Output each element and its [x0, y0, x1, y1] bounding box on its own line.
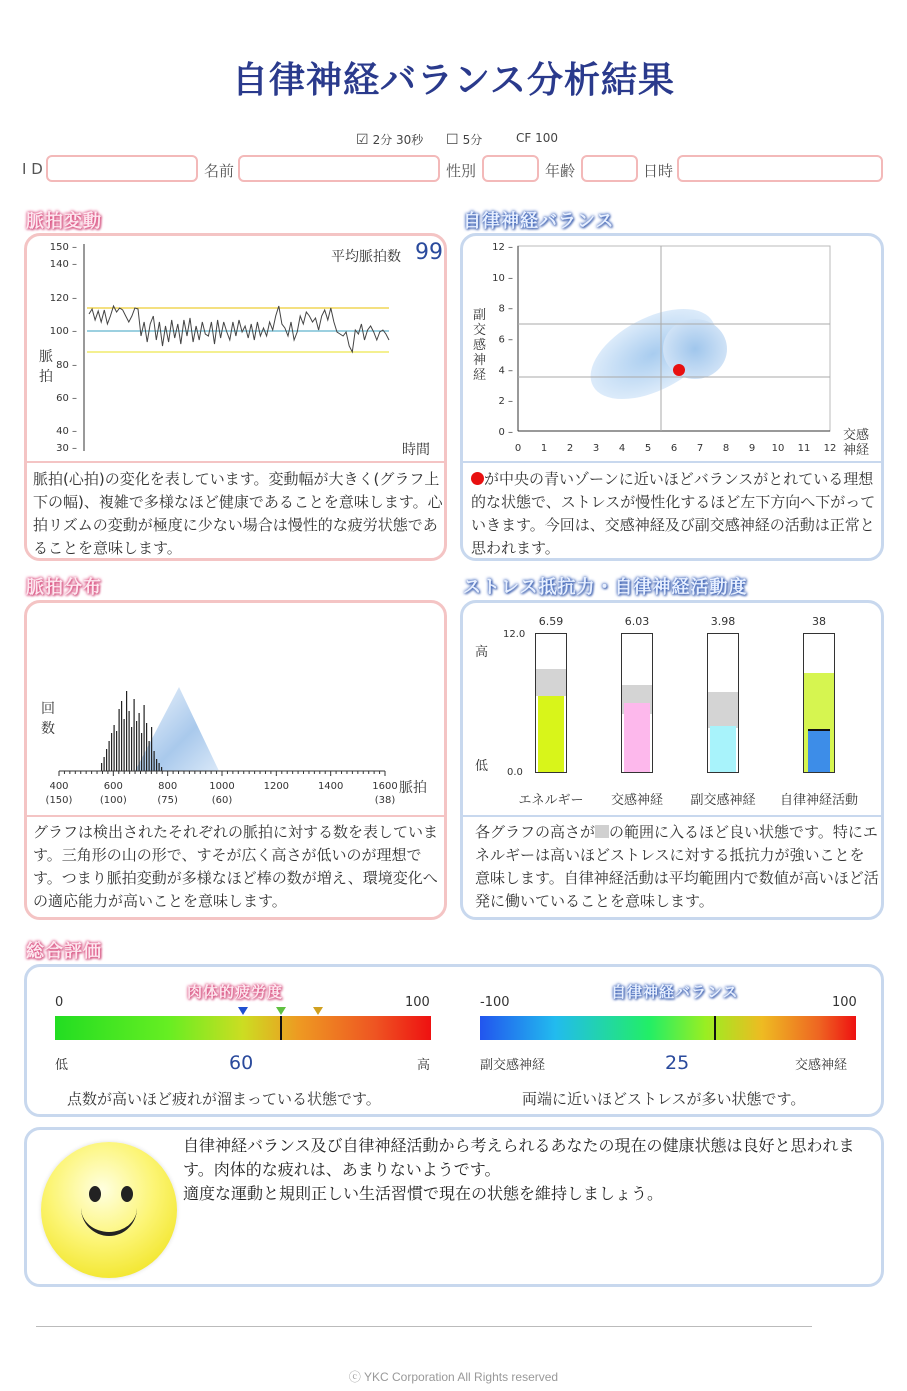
age-field[interactable] — [581, 155, 638, 182]
id-field[interactable] — [46, 155, 198, 182]
fatigue-min: 0 — [55, 995, 64, 1010]
section-title-pulse-variation: 脈拍変動 — [26, 211, 102, 232]
option-2min30-label: 2分 30秒 — [372, 133, 424, 147]
stress-bar-0 — [535, 633, 567, 773]
marker-yellow-icon — [313, 1007, 323, 1015]
histogram-bar — [144, 705, 145, 771]
balance-max: 100 — [832, 995, 857, 1010]
summary-line-1: 自律神経バランス及び自律神経活動から考えられるあなたの現在の健康状態は良好と思われます。肉体的な疲れは、あまりないようです。 — [183, 1136, 855, 1179]
balance-y-tick: 0 – — [498, 427, 513, 438]
histogram-bar — [109, 741, 110, 771]
balance-min: -100 — [480, 995, 510, 1010]
pulse-y-tick: 120 – — [49, 293, 77, 304]
stress-bar-1 — [621, 633, 653, 773]
dist-x-subtick: (100) — [99, 795, 127, 806]
balance-y-label: 副 交 感 神 経 — [473, 308, 487, 383]
red-dot-icon — [471, 472, 484, 485]
fatigue-high-label: 高 — [417, 1058, 431, 1073]
balance-bar — [480, 1016, 856, 1040]
balance-ideal-zone — [663, 319, 727, 379]
balance-x-tick: 7 — [696, 443, 704, 454]
fatigue-title: 肉体的疲労度 — [187, 983, 284, 1001]
stress-bar-label: エネルギー — [518, 793, 584, 808]
balance-value: 25 — [665, 1052, 690, 1074]
smiley-face-icon — [41, 1142, 177, 1278]
balance-right-label: 交感神経 — [795, 1058, 848, 1073]
dist-x-tick: 1000 — [209, 781, 235, 792]
balance-x-tick: 10 — [771, 443, 785, 454]
histogram-bar — [114, 725, 115, 771]
histogram-bar — [116, 731, 117, 771]
pulse-y-tick: 140 – — [49, 259, 77, 270]
dist-x-tick: 800 — [158, 781, 178, 792]
balance-x-tick: 6 — [670, 443, 678, 454]
balance-x-tick: 12 — [823, 443, 837, 454]
pulse-y-tick: 100 – — [49, 326, 77, 337]
age-label: 年齢 — [545, 162, 576, 180]
footer-divider — [36, 1326, 812, 1327]
pulse-y-tick: 40 – — [56, 426, 77, 437]
checkbox-unchecked-icon[interactable]: ☐ — [446, 131, 459, 148]
panel-summary — [24, 1127, 884, 1287]
histogram-bar — [156, 759, 157, 771]
stress-bar-2 — [707, 633, 739, 773]
footer-copyright: ⓒ YKC Corporation All Rights reserved — [348, 1370, 559, 1384]
pulse-distribution-chart — [27, 603, 444, 815]
ideal-distribution-triangle — [135, 687, 219, 771]
stress-high-label: 高 — [475, 645, 489, 660]
name-label: 名前 — [204, 162, 235, 180]
date-label: 日時 — [643, 162, 674, 180]
pulse-x-label: 時間 — [402, 442, 430, 458]
pulse-y-label-2: 拍 — [39, 369, 53, 385]
histogram-bar — [126, 691, 127, 771]
dist-x-subtick: (75) — [157, 795, 178, 806]
pulse-y-tick: 30 – — [56, 443, 77, 454]
fatigue-low-label: 低 — [55, 1058, 69, 1073]
fatigue-max: 100 — [405, 995, 430, 1010]
dist-x-tick: 1400 — [317, 781, 344, 792]
page-title: 自律神経バランス分析結果 — [232, 60, 675, 101]
stress-y-max: 12.0 — [503, 629, 526, 640]
histogram-bar — [141, 733, 142, 771]
histogram-bar — [161, 767, 162, 771]
overall-balance-title: 自律神経バランス — [611, 983, 739, 1001]
summary-line-2: 適度な運動と規則正しい生活習慣で現在の状態を維持しましょう。 — [183, 1184, 664, 1203]
fatigue-value: 60 — [229, 1052, 254, 1074]
date-field[interactable] — [677, 155, 883, 182]
balance-y-tick: 10 – — [492, 272, 513, 284]
balance-description: が中央の青いゾーンに近いほどバランスがとれている理想的な状態で、ストレスが慢性化するほど左下方向へ下がっていきます。今回は、交感神経及び副交感神経の活動は正常と思われます。 — [471, 470, 876, 557]
histogram-bar — [119, 709, 120, 771]
option-5min-label: 5分 — [462, 133, 483, 147]
histogram-bar — [139, 713, 140, 771]
fatigue-indicator — [280, 1016, 282, 1040]
balance-x-tick: 5 — [644, 443, 652, 454]
pulse-distribution-description: グラフは検出されたそれぞれの脈拍に対する数を表しています。三角形の山の形で、すそが広く高さが低いのが理想です。つまり脈拍変動が多様なほど棒の数が増え、環境変化への適応能力が高いことを意味します。 — [33, 823, 439, 910]
section-title-overall: 総合評価 — [26, 941, 102, 962]
pulse-variation-chart — [27, 236, 444, 461]
histogram-bar — [104, 757, 105, 771]
stress-y-min: 0.0 — [507, 767, 523, 778]
panel-pulse-distribution — [24, 600, 447, 920]
name-field[interactable] — [238, 155, 440, 182]
option-5min[interactable] — [446, 131, 482, 148]
stress-bar-3 — [803, 633, 835, 773]
balance-y-tick: 4 – — [498, 365, 513, 377]
balance-note: 両端に近いほどストレスが多い状態です。 — [522, 1090, 806, 1108]
balance-x-tick: 0 — [514, 443, 522, 454]
balance-indicator — [714, 1016, 716, 1040]
pulse-line — [89, 306, 389, 352]
gender-label: 性別 — [446, 162, 477, 180]
dist-x-subtick: (60) — [211, 795, 233, 806]
dist-x-tick: 1600 — [372, 781, 398, 792]
panel-autonomic-balance — [460, 233, 884, 561]
dist-x-subtick: (38) — [374, 795, 396, 806]
dist-y-label-2: 数 — [41, 721, 55, 737]
balance-y-tick: 6 – — [498, 334, 513, 346]
balance-y-tick: 2 – — [498, 396, 513, 408]
balance-x-tick: 8 — [722, 443, 730, 454]
gray-range-swatch-icon — [595, 825, 609, 838]
balance-chart — [463, 236, 881, 461]
histogram-bar — [149, 741, 150, 771]
balance-x-tick: 9 — [748, 443, 756, 454]
dist-x-tick: 400 — [49, 781, 69, 792]
histogram-bar — [134, 699, 135, 771]
histogram-bar — [106, 749, 107, 771]
cf-value: CF 100 — [516, 131, 558, 145]
histogram-bar — [101, 763, 102, 771]
histogram-bar — [121, 701, 122, 771]
histogram-bar — [146, 723, 147, 771]
pulse-y-label-1: 脈 — [39, 349, 53, 365]
balance-y-tick: 12 – — [492, 242, 513, 253]
balance-y-tick: 8 – — [498, 303, 513, 315]
panel-stress — [460, 600, 884, 920]
avg-pulse-value: 99 — [415, 240, 443, 265]
dist-x-tick: 600 — [103, 781, 123, 792]
stress-bar-label: 交感神経 — [610, 793, 663, 808]
balance-x-label-1: 交感 — [843, 428, 870, 443]
fatigue-note: 点数が高いほど疲れが溜まっている状態です。 — [67, 1090, 381, 1108]
balance-x-tick: 2 — [566, 443, 574, 454]
stress-bar-value: 38 — [812, 615, 826, 628]
pulse-y-tick: 80 – — [56, 360, 77, 371]
stress-bar-value: 6.59 — [538, 615, 564, 628]
dist-x-subtick: (150) — [45, 795, 73, 806]
pulse-y-tick: 60 – — [56, 393, 77, 404]
section-title-pulse-distribution: 脈拍分布 — [26, 577, 102, 598]
histogram-bar — [131, 727, 132, 771]
histogram-bar — [136, 721, 137, 771]
stress-bar-label: 自律神経活動 — [779, 793, 858, 808]
stress-description: 各グラフの高さが の範囲に入るほど良い状態です。特にエネルギーは高いほどストレスに対する抵抗力が強いことを意味します。自律神経活動は平均範囲内で数値が高いほど活発に働いていることを意味します。 — [475, 823, 879, 910]
balance-x-tick: 11 — [797, 443, 811, 454]
marker-blue-icon — [238, 1007, 248, 1015]
balance-x-tick: 4 — [618, 443, 626, 454]
stress-bar-label: 副交感神経 — [690, 793, 756, 808]
stress-low-label: 低 — [475, 759, 489, 774]
histogram-bar — [154, 751, 155, 771]
histogram-bar — [159, 763, 160, 771]
balance-x-tick: 1 — [540, 443, 548, 454]
stress-bar-value: 3.98 — [710, 615, 736, 628]
balance-left-label: 副交感神経 — [480, 1058, 546, 1073]
avg-pulse-label: 平均脈拍数 — [331, 249, 401, 265]
option-2min30[interactable] — [356, 131, 423, 148]
pulse-y-tick: 150 – — [49, 242, 77, 253]
marker-green-icon — [276, 1007, 286, 1015]
section-title-autonomic-balance: 自律神経バランス — [463, 211, 615, 232]
histogram-bar — [151, 727, 152, 771]
section-title-stress: ストレス抵抗力・自律神経活動度 — [463, 577, 748, 598]
checkbox-checked-icon[interactable]: ☑ — [356, 131, 369, 148]
pulse-variation-description: 脈拍(心拍)の変化を表しています。変動幅が大きく(グラフ上下の幅)、複雑で多様なほど健康であることを意味します。心拍リズムの変動が極度に少ない場合は慢性的な疲労状態であることを意味します。 — [33, 470, 443, 557]
id-label: I D — [22, 160, 43, 178]
gender-field[interactable] — [482, 155, 539, 182]
histogram-bar — [111, 733, 112, 771]
balance-point-marker — [673, 364, 685, 376]
stress-bar-value: 6.03 — [624, 615, 650, 628]
histogram-bar — [124, 719, 125, 771]
panel-overall — [24, 964, 884, 1117]
dist-y-label-1: 回 — [41, 701, 55, 717]
panel-pulse-variation — [24, 233, 447, 561]
dist-x-tick: 1200 — [263, 781, 290, 792]
fatigue-bar — [55, 1016, 431, 1040]
balance-x-tick: 3 — [592, 443, 600, 454]
dist-x-label: 脈拍 — [399, 780, 427, 796]
histogram-bar — [129, 711, 130, 771]
balance-x-label-2: 神経 — [843, 443, 870, 458]
